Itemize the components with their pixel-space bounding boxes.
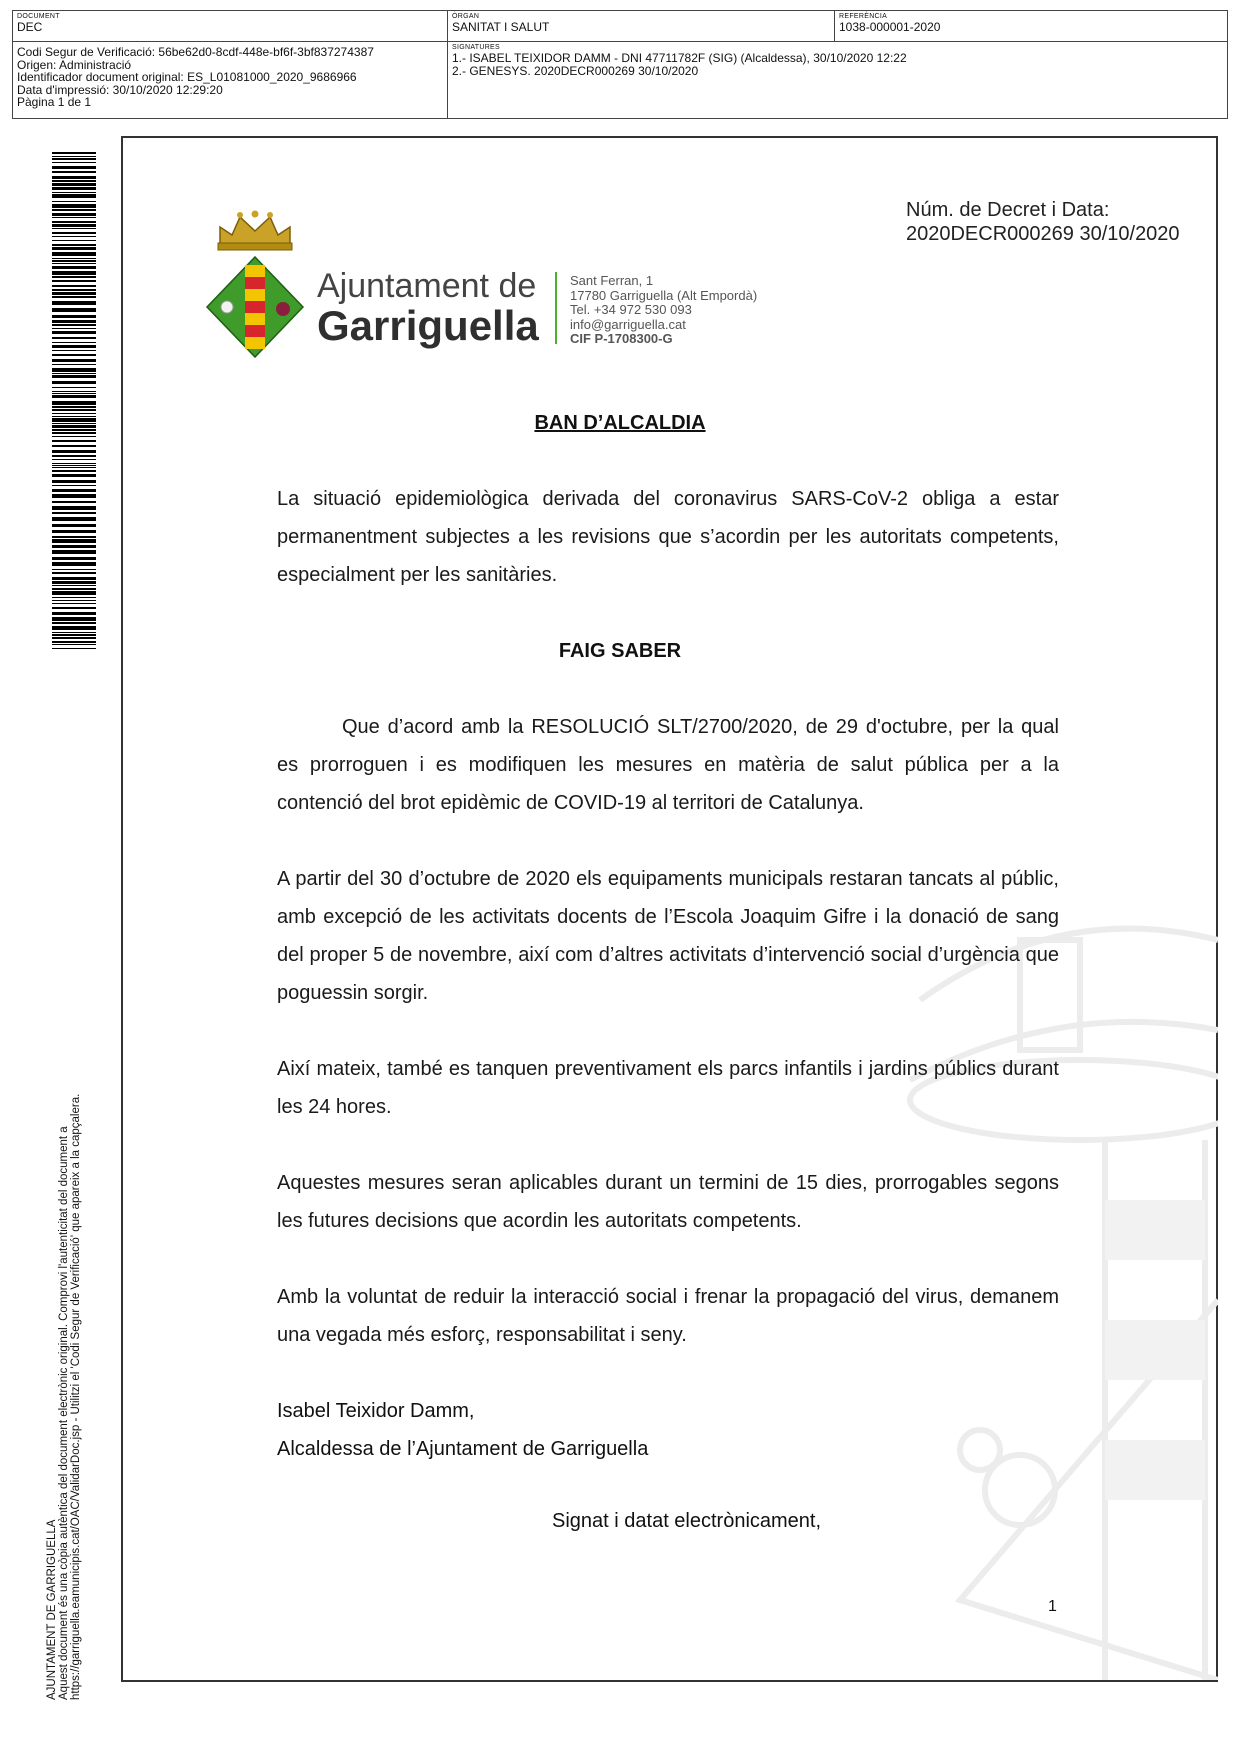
logo-divider — [555, 272, 557, 344]
document-label: DOCUMENT — [17, 13, 60, 20]
organization-contact — [570, 274, 757, 347]
page-number: 1 — [1048, 1598, 1057, 1615]
csv-line: Codi Segur de Verificació: 56be62d0-8cdf-448e-bf6f-3bf837274387 — [17, 45, 374, 59]
electronic-signature-note: Signat i datat electrònicament, — [552, 1510, 822, 1532]
equipments-paragraph: A partir del 30 d’octubre de 2020 els equipaments municipals restaran tancats al públic, amb excepció de les activitats docents de l’Escola Joaquim Gifre i la donació de sang del proper 5 de novembre, així com d’altres activitats d’intervenció social d’urgència que poguessin sorgir. — [277, 868, 1059, 1004]
side-text-line: AJUNTAMENT DE GARRIGUELLA — [46, 1519, 58, 1700]
decree-value: 2020DECR000269 30/10/2020 — [906, 223, 1180, 245]
decree-label: Núm. de Decret i Data: — [906, 199, 1110, 221]
signature-line: 2.- GENESYS. 2020DECR000269 30/10/2020 — [452, 63, 699, 78]
organ-label: ÒRGAN — [452, 13, 480, 20]
document-header-table — [12, 10, 1228, 119]
resolution-paragraph: Que d’acord amb la RESOLUCIÓ SLT/2700/2020, de 29 d'octubre, per la qual es prorroguen i es modifiquen les mesures en matèria de salut pública per a la contenció del brot epidèmic de COVID-19 al territori de Catalunya. — [277, 716, 1059, 814]
document-cell — [13, 11, 448, 42]
decree-number — [906, 198, 1180, 246]
verification-side-text — [46, 1000, 82, 1700]
reference-value: 1038-000001-2020 — [839, 20, 941, 34]
address-line: Sant Ferran, 1 — [570, 273, 654, 288]
document-title: BAN D’ALCALDIA — [534, 412, 706, 434]
side-text-line: Aquest document és una còpia autèntica del document electrònic original. Comprovi l'autenticitat del document a — [58, 1126, 70, 1700]
address-line: 17780 Garriguella (Alt Empordà) — [570, 287, 758, 303]
csv-line: Identificador document original: ES_L01081000_2020_9686966 — [17, 70, 357, 84]
organization-name-line1: Ajuntament de — [317, 267, 537, 305]
document-subtitle: FAIG SABER — [558, 640, 682, 662]
crown-icon — [218, 211, 292, 251]
signatures-label: SIGNATURES — [452, 44, 500, 51]
email-text: info@garriguella.cat — [570, 316, 686, 332]
coat-of-arms-logo — [205, 205, 305, 360]
cif-text: CIF P-1708300-G — [570, 331, 673, 346]
organization-name — [317, 268, 539, 348]
signer-block — [277, 1392, 648, 1468]
signer-role: Alcaldessa de l’Ajuntament de Garriguella — [277, 1438, 649, 1460]
phone-text: Tel. +34 972 530 093 — [570, 302, 692, 317]
reference-cell — [835, 11, 1228, 42]
duration-paragraph: Aquestes mesures seran aplicables durant un termini de 15 dies, prorrogables segons les futures decisions que acordin les autoritats competents. — [277, 1172, 1059, 1232]
signatures-cell — [448, 42, 1228, 119]
shield-icon — [207, 257, 303, 357]
intro-paragraph: La situació epidemiològica derivada del coronavirus SARS-CoV-2 obliga a estar permanentment subjectes a les revisions que s’acordin per les autoritats competents, especialment per les sanitàries. — [277, 488, 1059, 586]
organ-value: SANITAT I SALUT — [452, 20, 550, 34]
csv-line: Data d'impressió: 30/10/2020 12:29:20 — [17, 82, 223, 97]
signer-name: Isabel Teixidor Damm, — [277, 1400, 475, 1422]
parks-paragraph: Així mateix, també es tanquen preventivament els parcs infantils i jardins públics durant les 24 hores. — [277, 1058, 1059, 1118]
reference-label: REFERÈNCIA — [839, 13, 888, 20]
csv-cell — [13, 42, 448, 119]
side-text-line: https://garriguella.eamunicipis.cat/OAC/ValidarDoc.jsp - Utilitzi el 'Codi Segur de Verificació' que apareix a la capçalera. — [70, 1093, 82, 1700]
barcode-image — [52, 152, 96, 649]
csv-line: Origen: Administració — [17, 57, 132, 72]
document-value: DEC — [17, 20, 43, 34]
csv-line: Pàgina 1 de 1 — [17, 95, 92, 109]
organ-cell — [448, 11, 835, 42]
appeal-paragraph: Amb la voluntat de reduir la interacció social i frenar la propagació del virus, demanem una vegada més esforç, responsabilitat i seny. — [277, 1286, 1059, 1346]
signature-line: 1.- ISABEL TEIXIDOR DAMM - DNI 47711782F (SIG) (Alcaldessa), 30/10/2020 12:22 — [452, 51, 907, 65]
organization-name-line2: Garriguella — [317, 302, 539, 349]
